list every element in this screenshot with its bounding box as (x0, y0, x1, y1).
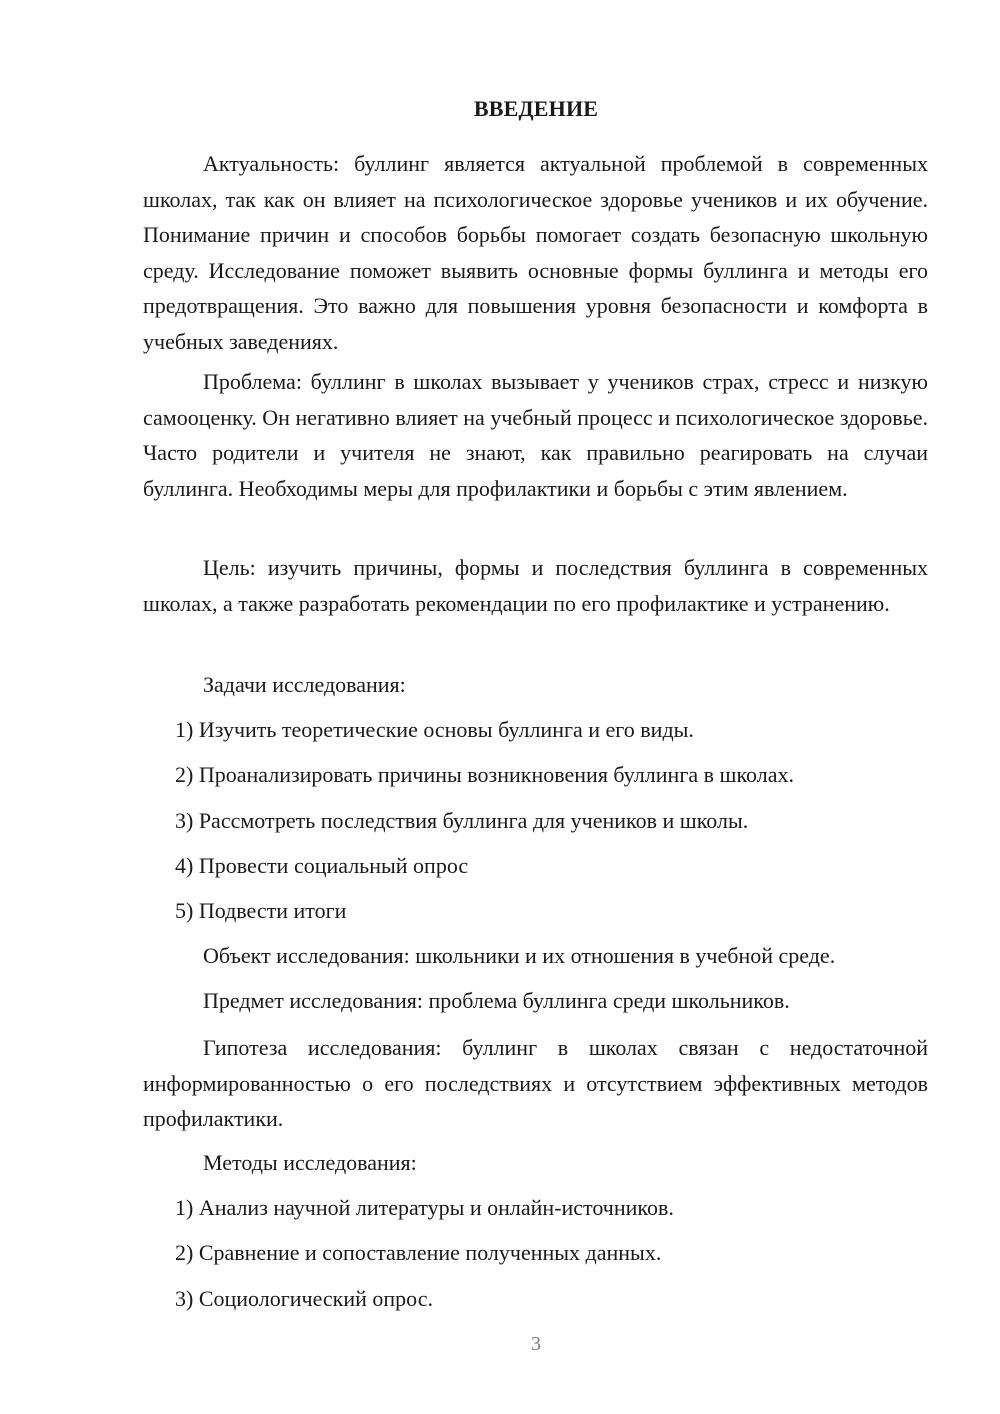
goal-paragraph: Цель: изучить причины, формы и последствия буллинга в современных школах, а также разработать рекомендации по его профилактике и устранению. (143, 555, 928, 616)
method-item: 2) Сравнение и сопоставление полученных данных. (175, 1240, 662, 1265)
task-item: 4) Провести социальный опрос (175, 853, 469, 878)
method-item: 3) Социологический опрос. (175, 1286, 433, 1311)
page-number: 3 (531, 1333, 541, 1355)
methods-heading: Методы исследования: (203, 1150, 417, 1175)
task-item: 1) Изучить теоретические основы буллинга и его виды. (175, 717, 694, 742)
object-line: Объект исследования: школьники и их отношения в учебной среде. (203, 943, 836, 968)
relevance-paragraph: Актуальность: буллинг является актуальной проблемой в современных школах, так как он влияет на психологическое здоровье учеников и их обучение. Понимание причин и способов борьбы помогает создать безопасную школьную среду. Исследование поможет выявить основные формы буллинга и методы его предотвращения. Это важно для повышения уровня безопасности и комфорта в учебных заведениях. (143, 151, 928, 354)
subject-line: Предмет исследования: проблема буллинга среди школьников. (203, 988, 790, 1013)
tasks-heading: Задачи исследования: (203, 672, 406, 697)
hypothesis-paragraph: Гипотеза исследования: буллинг в школах связан с недостаточной информированностью о его последствиях и отсутствием эффективных методов профилактики. (143, 1035, 928, 1131)
problem-paragraph: Проблема: буллинг в школах вызывает у учеников страх, стресс и низкую самооценку. Он негативно влияет на учебный процесс и психологическое здоровье. Часто родители и учителя не знают, как правильно реагировать на случаи буллинга. Необходимы меры для профилактики и борьбы с этим явлением. (143, 369, 928, 501)
task-item: 2) Проанализировать причины возникновения буллинга в школах. (175, 762, 794, 787)
section-title: ВВЕДЕНИЕ (473, 96, 599, 121)
method-item: 1) Анализ научной литературы и онлайн-источников. (175, 1195, 674, 1220)
task-item: 5) Подвести итоги (175, 898, 347, 923)
task-item: 3) Рассмотреть последствия буллинга для учеников и школы. (175, 808, 749, 833)
